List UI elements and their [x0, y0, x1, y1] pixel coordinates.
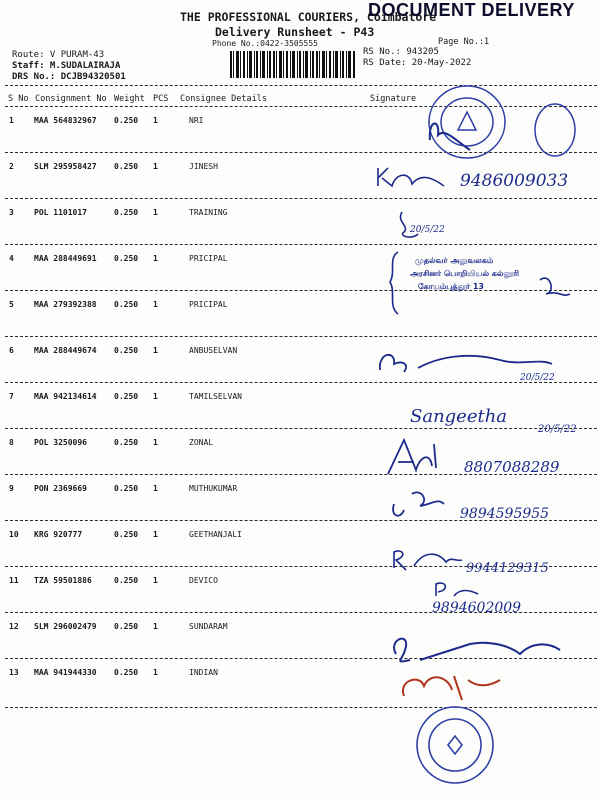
row-consignment: MAA 564832967 [34, 116, 97, 125]
phone-row8: 8807088289 [464, 458, 560, 476]
seal-row4-line2: அரசினர் பொறியியல் கல்லூரி [410, 269, 520, 278]
row-consignment: MAA 279392388 [34, 300, 97, 309]
row-sno: 1 [9, 116, 14, 125]
signature-row8 [388, 440, 436, 474]
row-sno: 5 [9, 300, 14, 309]
row-sno: 2 [9, 162, 14, 171]
date-row7: 20/5/22 [538, 424, 577, 435]
row-pcs: 1 [153, 162, 158, 171]
row-consignment: MAA 941944330 [34, 668, 97, 677]
row-pcs: 1 [153, 116, 158, 125]
signature-row11 [436, 583, 478, 596]
row-consignment: MAA 942134614 [34, 392, 97, 401]
row-consignment: POL 1101017 [34, 208, 87, 217]
row-pcs: 1 [153, 484, 158, 493]
page-number: Page No.:1 [438, 37, 490, 47]
bracket-row4-5 [390, 252, 398, 314]
row-consignee: NRI [189, 116, 204, 125]
row-pcs: 1 [153, 622, 158, 631]
row-consignee: GEETHANJALI [189, 530, 242, 539]
phone-row10: 9944129315 [466, 561, 549, 576]
signature-row10 [394, 551, 462, 570]
col-weight: Weight [114, 94, 145, 104]
row-weight: 0.250 [114, 484, 139, 493]
indian-bank-stamp [417, 707, 493, 783]
row-sno: 11 [9, 576, 19, 585]
signature-row2-scribble [378, 168, 444, 186]
row-sno: 9 [9, 484, 14, 493]
row-consignee: JINESH [189, 162, 218, 171]
row-weight: 0.250 [114, 116, 139, 125]
rs-date: RS Date: 20-May-2022 [363, 58, 472, 68]
row-sno: 3 [9, 208, 14, 217]
row-consignee: INDIAN [189, 668, 218, 677]
row-consignee: ANBUSELVAN [189, 346, 238, 355]
row-pcs: 1 [153, 254, 158, 263]
row-sno: 6 [9, 346, 14, 355]
company-name: THE PROFESSIONAL COURIERS, Coimbatore [180, 10, 437, 24]
col-consignment: Consignment No [35, 94, 107, 104]
row-consignee: PRICIPAL [189, 254, 228, 263]
row-sno: 13 [9, 668, 19, 677]
row-consignee: MUTHUKUMAR [189, 484, 238, 493]
row-consignment: PON 2369669 [34, 484, 87, 493]
row-pcs: 1 [153, 576, 158, 585]
row-weight: 0.250 [114, 576, 139, 585]
date-row3: 20/5/22 [410, 225, 445, 235]
row-pcs: 1 [153, 668, 158, 677]
col-consignee: Consignee Details [180, 94, 267, 104]
row-weight: 0.250 [114, 438, 139, 447]
row-consignee: ZONAL [189, 438, 214, 447]
row-consignee: SUNDARAM [189, 622, 228, 631]
signature-row12 [394, 639, 560, 662]
row-pcs: 1 [153, 530, 158, 539]
row-weight: 0.250 [114, 254, 139, 263]
row-consignee: TRAINING [189, 208, 228, 217]
seal-row4-line1: முதல்வர் அலுவலகம் [415, 256, 494, 265]
row-consignment: KRG 920777 [34, 530, 83, 539]
date-row6: 20/5/22 [520, 373, 555, 383]
row-pcs: 1 [153, 300, 158, 309]
signature-row9 [393, 492, 444, 515]
row-consignment: MAA 288449691 [34, 254, 97, 263]
row-sno: 7 [9, 392, 14, 401]
row-pcs: 1 [153, 438, 158, 447]
row-weight: 0.250 [114, 300, 139, 309]
phone-row2: 9486009033 [460, 171, 569, 191]
document-delivery-stamp: DOCUMENT DELIVERY [368, 0, 575, 20]
col-pcs: PCS [153, 94, 169, 104]
row-consignee: PRICIPAL [189, 300, 228, 309]
drs-number: DRS No.: DCJB94320501 [12, 72, 126, 82]
row-pcs: 1 [153, 346, 158, 355]
signature-row13-red [403, 676, 500, 700]
row-consignment: SLM 295958427 [34, 162, 97, 171]
row-sno: 4 [9, 254, 14, 263]
route-label: Route: V PURAM-43 [12, 50, 105, 60]
signature-row6 [380, 355, 552, 372]
rs-number: RS No.: 943205 [363, 47, 439, 57]
row-weight: 0.250 [114, 208, 139, 217]
signature-row1 [430, 124, 470, 150]
row-pcs: 1 [153, 392, 158, 401]
row-weight: 0.250 [114, 392, 139, 401]
signature-row4 [540, 278, 570, 295]
seal-row4-line3: கோயம்புத்தூர் 13 [418, 282, 484, 291]
staff-label: Staff: M.SUDALAIRAJA [12, 61, 121, 71]
row-consignment: TZA 59501886 [34, 576, 92, 585]
row-sno: 10 [9, 530, 19, 539]
row-consignee: TAMILSELVAN [189, 392, 242, 401]
phone-row9: 9894595955 [460, 506, 550, 522]
row-weight: 0.250 [114, 622, 139, 631]
row-consignment: POL 3250096 [34, 438, 87, 447]
row-weight: 0.250 [114, 346, 139, 355]
row-consignment: MAA 288449674 [34, 346, 97, 355]
canara-bank-stamp-row1 [429, 86, 575, 158]
col-sno: S No [8, 94, 29, 104]
phone-row11: 9894602009 [432, 600, 522, 616]
row-weight: 0.250 [114, 668, 139, 677]
runsheet-title: Delivery Runsheet - P43 [215, 25, 375, 39]
row-sno: 8 [9, 438, 14, 447]
row-weight: 0.250 [114, 162, 139, 171]
row-pcs: 1 [153, 208, 158, 217]
row-weight: 0.250 [114, 530, 139, 539]
col-signature: Signature [370, 94, 417, 104]
row-consignment: SLM 296002479 [34, 622, 97, 631]
row-sno: 12 [9, 622, 19, 631]
name-row7: Sangeetha [410, 406, 508, 427]
phone-number: Phone No.:0422-3505555 [212, 39, 318, 48]
row-consignee: DEVICO [189, 576, 218, 585]
